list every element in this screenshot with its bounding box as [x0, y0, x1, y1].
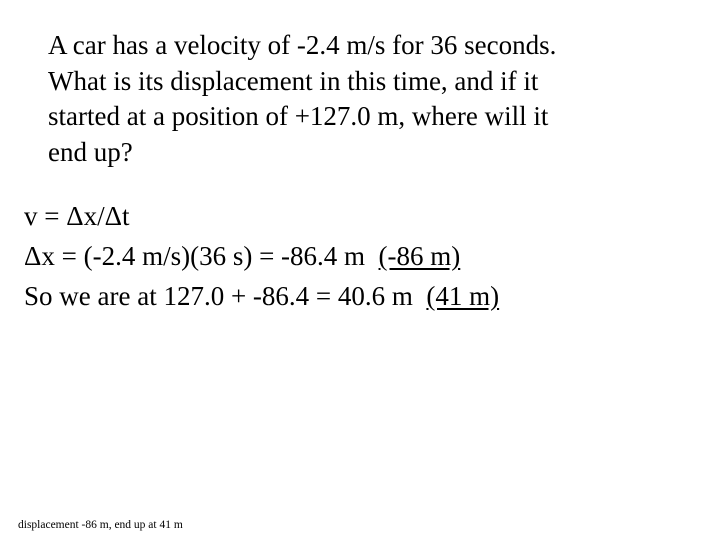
problem-line: What is its displacement in this time, and if it	[48, 65, 539, 96]
final-position-calculation: So we are at 127.0 + -86.4 = 40.6 m	[24, 281, 413, 311]
displacement-calculation: Δx = (-2.4 m/s)(36 s) = -86.4 m	[24, 241, 366, 271]
problem-line: A car has a velocity of -2.4 m/s for 36 seconds.	[48, 30, 557, 60]
problem-statement	[48, 28, 708, 170]
problem-line: started at a position of +127.0 m, where will it	[48, 101, 549, 131]
problem-line: end up?	[48, 136, 133, 167]
answer-note: displacement -86 m, end up at 41 m	[18, 519, 183, 531]
final-position-answer: (41 m)	[426, 281, 500, 311]
displacement-answer: (-86 m)	[378, 241, 461, 271]
velocity-formula: v = Δx/Δt	[24, 201, 130, 231]
displacement-line	[24, 236, 714, 276]
solution-block	[24, 196, 714, 316]
final-position-line	[24, 276, 714, 316]
